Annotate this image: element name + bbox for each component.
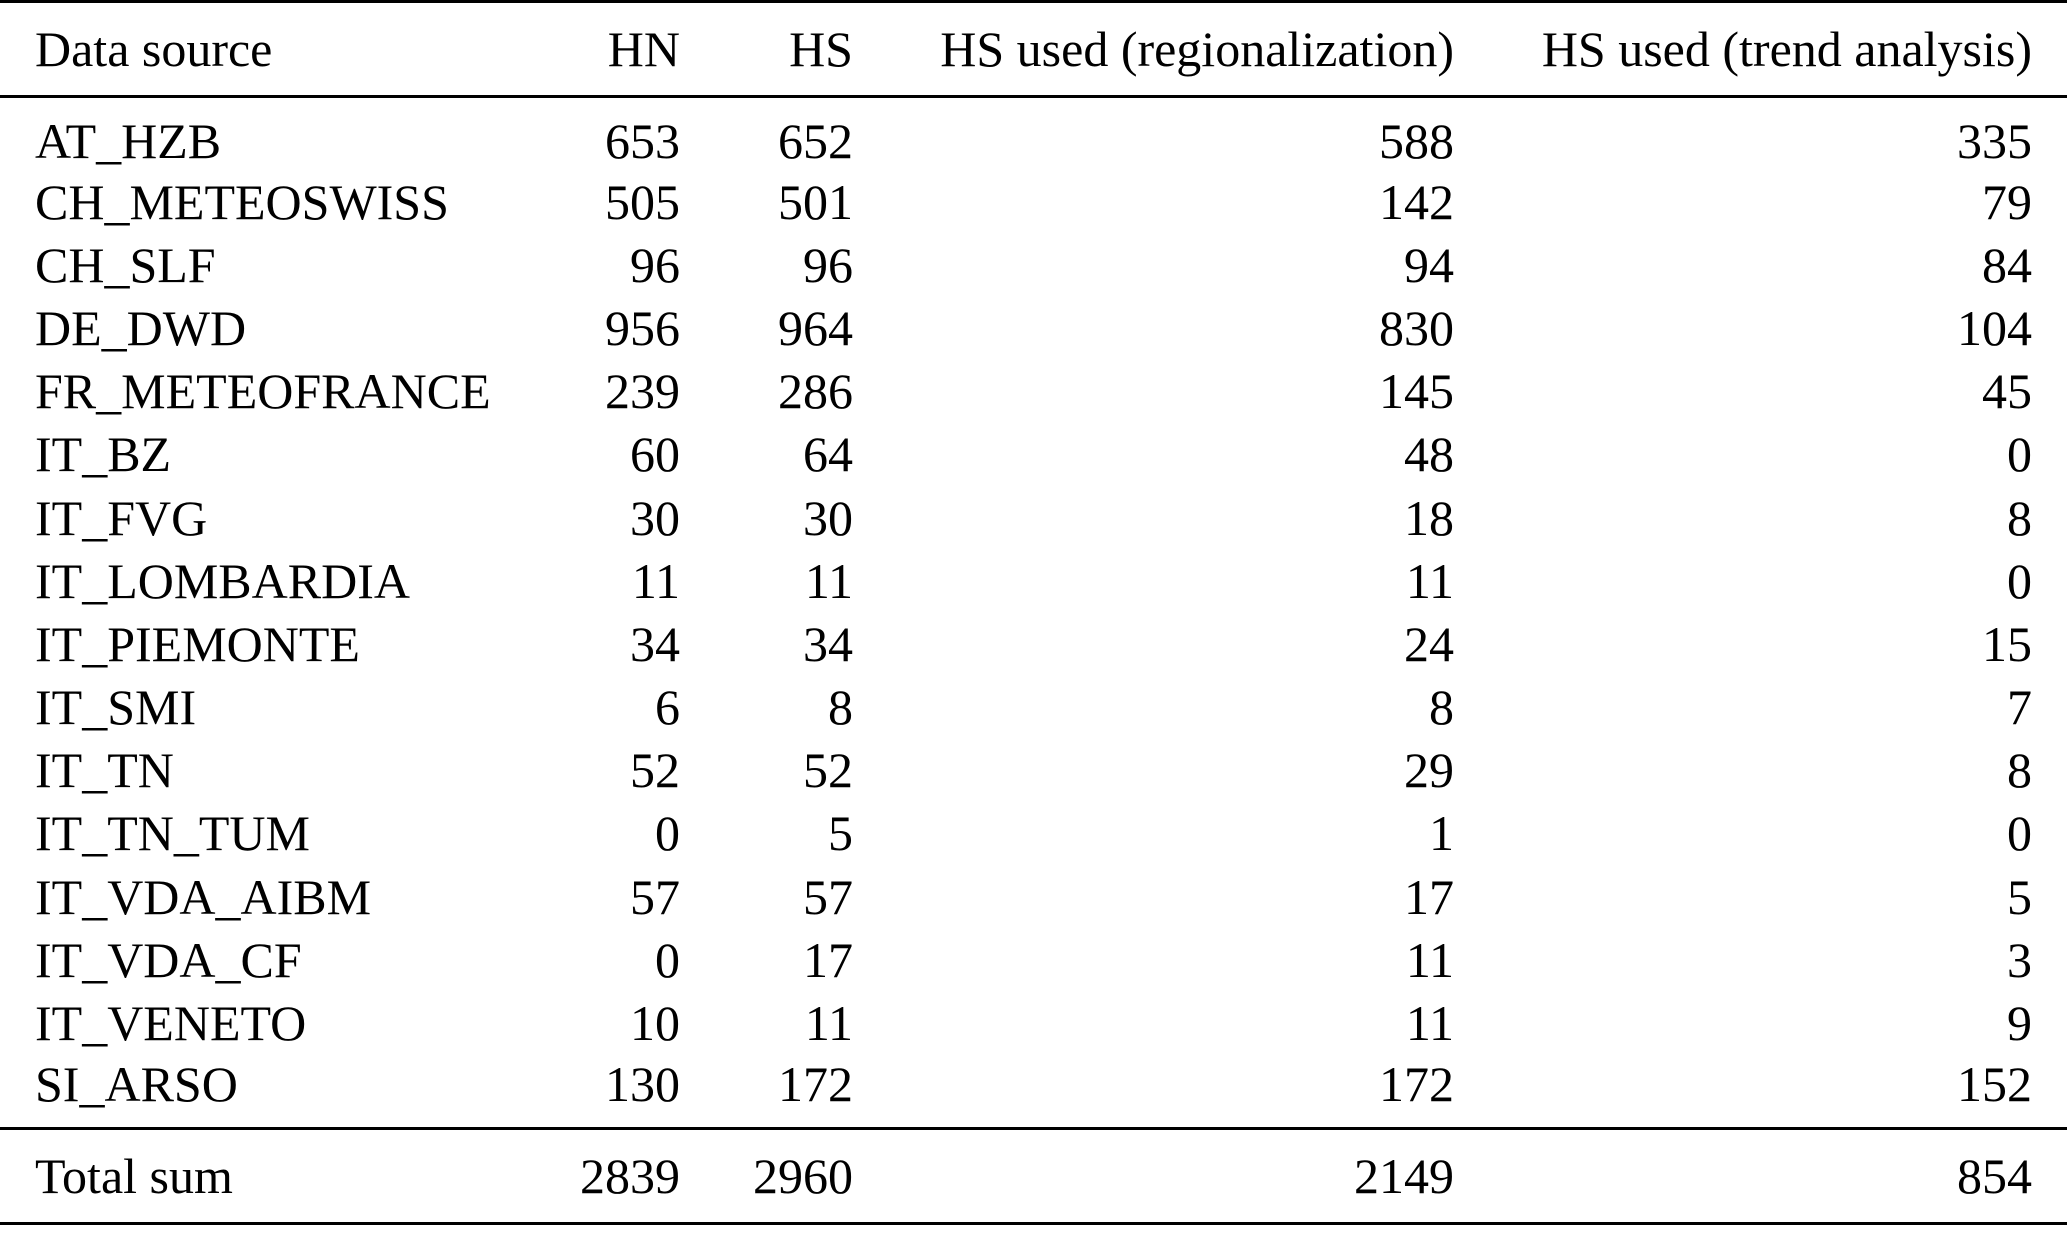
cell-hs-used-trend-analysis: 9: [2007, 995, 2032, 1052]
table-body: [0, 97, 2067, 1129]
cell-hs: 52: [803, 742, 853, 799]
cell-hs-used-trend-analysis: 7: [2007, 679, 2032, 736]
cell-hn: 239: [605, 363, 680, 420]
cell-hs-used-trend-analysis: 104: [1957, 299, 2032, 356]
cell-hs-used-trend-analysis: 84: [1982, 236, 2032, 293]
table-row: [0, 423, 2067, 486]
cell-hs-used-trend-analysis: 79: [1982, 173, 2032, 230]
cell-data-source: DE_DWD: [35, 299, 247, 356]
cell-data-source: IT_VENETO: [35, 995, 307, 1052]
header-hn: HN: [548, 2, 680, 97]
cell-hs-used-regionalization: 17: [1404, 868, 1454, 925]
cell-hs-used-regionalization: 29: [1404, 742, 1454, 799]
cell-hn: 130: [605, 1055, 680, 1112]
cell-hs-used-regionalization: 11: [1405, 931, 1454, 988]
cell-hs-used-trend-analysis: 8: [2007, 489, 2032, 546]
cell-hn: 30: [630, 489, 680, 546]
cell-data-source: IT_LOMBARDIA: [35, 552, 410, 609]
cell-hs-used-regionalization: 24: [1404, 615, 1454, 672]
table-row: [0, 928, 2067, 991]
cell-hs-used-regionalization: 94: [1404, 236, 1454, 293]
table-row: [0, 676, 2067, 739]
table-row: [0, 802, 2067, 865]
header-hs-used-regionalization: HS used (regionalization): [853, 2, 1454, 97]
header-data-source: Data source: [0, 2, 548, 97]
table-row: [0, 612, 2067, 675]
cell-data-source: IT_TN_TUM: [35, 805, 310, 862]
cell-hs-used-regionalization: 145: [1379, 363, 1454, 420]
cell-hs-used-regionalization: 11: [1405, 995, 1454, 1052]
cell-hs-used-regionalization: 18: [1404, 489, 1454, 546]
cell-hn: 6: [655, 679, 680, 736]
cell-hs-used-regionalization: 142: [1379, 173, 1454, 230]
cell-hn: 57: [630, 868, 680, 925]
cell-hs: 8: [828, 679, 853, 736]
cell-hn: 505: [605, 173, 680, 230]
cell-hs: 11: [804, 552, 853, 609]
cell-hs: 172: [778, 1055, 853, 1112]
cell-hn: 0: [655, 805, 680, 862]
cell-hn: 653: [605, 113, 680, 169]
cell-hs-used-regionalization: 1: [1429, 805, 1454, 862]
table-row: [0, 360, 2067, 423]
table-row: [0, 170, 2067, 233]
cell-data-source: CH_SLF: [35, 236, 216, 293]
total-row: [0, 1128, 2067, 1223]
table-row: [0, 549, 2067, 612]
header-row: [0, 2, 2067, 97]
cell-hn: 60: [630, 426, 680, 483]
header-hs: HS: [680, 2, 853, 97]
table-row: [0, 1055, 2067, 1129]
cell-hs-used-regionalization: 588: [1379, 113, 1454, 169]
total-hs: 2960: [680, 1128, 853, 1223]
table-row: [0, 991, 2067, 1054]
cell-hs-used-trend-analysis: 3: [2007, 931, 2032, 988]
cell-hn: 52: [630, 742, 680, 799]
total-label: Total sum: [0, 1128, 548, 1223]
cell-hs-used-regionalization: 48: [1404, 426, 1454, 483]
cell-hs-used-regionalization: 8: [1429, 679, 1454, 736]
cell-data-source: IT_VDA_AIBM: [35, 868, 372, 925]
total-hs-used-trend-analysis: 854: [1454, 1128, 2067, 1223]
cell-hs: 17: [803, 931, 853, 988]
cell-data-source: IT_PIEMONTE: [35, 615, 360, 672]
table-row: [0, 865, 2067, 928]
cell-hs-used-trend-analysis: 335: [1957, 113, 2032, 169]
cell-data-source: IT_FVG: [35, 489, 208, 546]
cell-hn: 11: [631, 552, 680, 609]
cell-hs: 30: [803, 489, 853, 546]
cell-data-source: IT_SMI: [35, 679, 197, 736]
cell-hs: 652: [778, 113, 853, 169]
cell-hs-used-trend-analysis: 15: [1982, 615, 2032, 672]
cell-data-source: FR_METEOFRANCE: [35, 363, 491, 420]
cell-hn: 10: [630, 995, 680, 1052]
cell-hs-used-trend-analysis: 45: [1982, 363, 2032, 420]
cell-hs: 34: [803, 615, 853, 672]
cell-hs-used-regionalization: 172: [1379, 1055, 1454, 1112]
cell-hs: 11: [804, 995, 853, 1052]
cell-data-source: IT_VDA_CF: [35, 931, 302, 988]
cell-hs-used-regionalization: 11: [1405, 552, 1454, 609]
cell-hs: 964: [778, 299, 853, 356]
cell-hs: 5: [828, 805, 853, 862]
table-footer: [0, 1128, 2067, 1223]
table-row: [0, 233, 2067, 296]
table-row: [0, 296, 2067, 359]
cell-hs-used-trend-analysis: 0: [2007, 426, 2032, 483]
cell-hs-used-trend-analysis: 8: [2007, 742, 2032, 799]
table-header: [0, 2, 2067, 97]
cell-data-source: IT_TN: [35, 742, 174, 799]
cell-hs: 57: [803, 868, 853, 925]
total-hn: 2839: [548, 1128, 680, 1223]
cell-hs-used-regionalization: 830: [1379, 299, 1454, 356]
cell-hs: 501: [778, 173, 853, 230]
cell-hs-used-trend-analysis: 152: [1957, 1055, 2032, 1112]
cell-hs-used-trend-analysis: 0: [2007, 805, 2032, 862]
cell-hs: 64: [803, 426, 853, 483]
cell-hs-used-trend-analysis: 0: [2007, 552, 2032, 609]
cell-data-source: SI_ARSO: [35, 1055, 238, 1112]
cell-data-source: AT_HZB: [35, 113, 222, 169]
cell-hs-used-trend-analysis: 5: [2007, 868, 2032, 925]
cell-data-source: CH_METEOSWISS: [35, 173, 449, 230]
cell-hn: 34: [630, 615, 680, 672]
cell-hn: 96: [630, 236, 680, 293]
cell-data-source: IT_BZ: [35, 426, 172, 483]
cell-hn: 956: [605, 299, 680, 356]
cell-hn: 0: [655, 931, 680, 988]
table-row: [0, 739, 2067, 802]
table-row: [0, 97, 2067, 171]
cell-hs: 286: [778, 363, 853, 420]
total-hs-used-regionalization: 2149: [853, 1128, 1454, 1223]
cell-hs: 96: [803, 236, 853, 293]
header-hs-used-trend-analysis: HS used (trend analysis): [1454, 2, 2067, 97]
table-row: [0, 486, 2067, 549]
